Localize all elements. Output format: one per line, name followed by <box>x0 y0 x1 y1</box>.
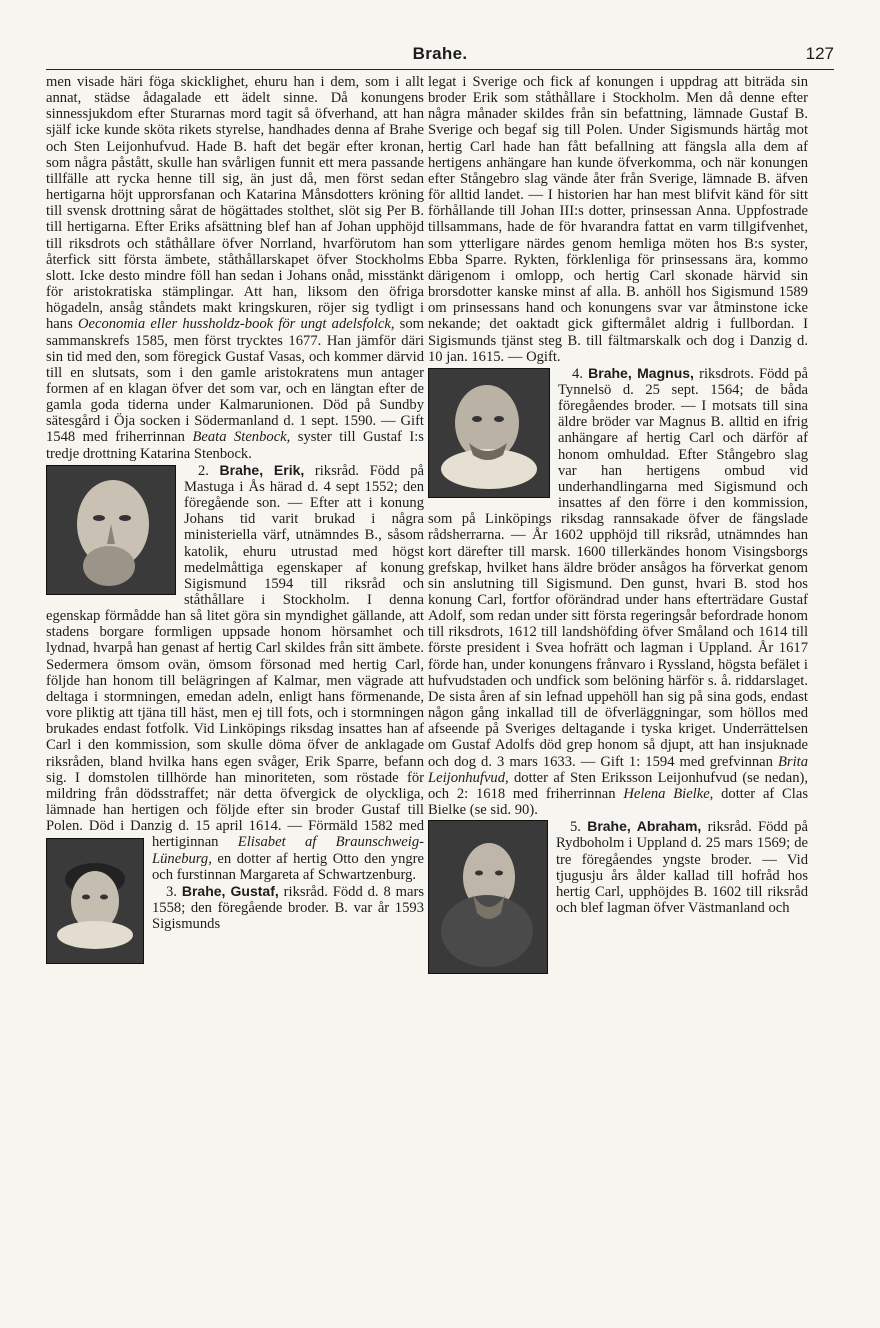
portrait-icon <box>47 839 143 963</box>
portrait-magnus <box>428 368 550 498</box>
portrait-icon <box>47 466 175 594</box>
entry-magnus: 4. Brahe, Magnus, riksdrots. Född på Tynnelsö d. 25 sept. 1564; de båda föregåendes broder. — I motsats till sina äldre bröder var Magnus B. alltid en ifrig anhängare af hertig Carl och därför af honom omhuldad. Efter Stångebro slag var han hertigens ombud vid underhandlingarna med Sigismund och insattes af den förre i den kommission, som på Linköpings riksdag rannsakade öfver de fängslade rådsherrarna. — År 1602 upphöjd till riksråd, utnämndes han kort därefter till marsk. 1600 tillerkändes honom Visingsborgs grefskap, hvilket hans äldre bröder ansågos ha förverkat genom sin anslutning till Sigismund. Den gunst, hvari B. stod hos konung Carl, fortfor oförändrad under hans efterträdare Gustaf Adolf, som redan under sitt första regeringsår befordrade honom till riksdrots, 1612 till landshöfding öfver Småland och 1614 till förste president i Svea hofrätt och lagman i Uppland. År 1617 förde han, under konungens frånvaro i Ryssland, högsta befälet i hufvudstaden och undfick som belöning härför s. å. riddarslaget. De sista åren af sin lefnad uppehöll han sig på sina gods, endast någon gång inkallad till de öfverläggningar, som höllos med afseende på Sveriges deltagande i tyska kriget. Underrättelsen om Gustaf Adolfs död grep honom så djupt, att han insjuknade och dog d. 3 mars 1633. — Gift 1: 1594 med grefvinnan Brita Leijonhufvud, dotter af Sten Eriksson Leijonhufvud (se nedan), och 2: 1618 med friherrinnan Helena Bielke, dotter af Clas Bielke (se sid. 90). <box>428 364 808 819</box>
entry-heading-gustaf: Brahe, Gustaf, <box>181 882 279 899</box>
portrait-icon <box>429 821 547 973</box>
elisabet-braunschweig: Elisabet af Braunschweig-Lüneburg, <box>152 834 424 867</box>
entry-heading-erik: Brahe, Erik, <box>219 461 305 478</box>
brita-leijonhufvud: Brita Leijonhufvud, <box>428 753 808 786</box>
entry-number: 3. <box>166 883 177 900</box>
header-rule <box>46 69 834 70</box>
left-column <box>46 74 424 966</box>
right-column <box>428 74 808 976</box>
oeconomia-title: Oeconomia eller hussholdz-book för ungt adelsfolck, <box>77 316 395 333</box>
gustaf-continuation: legat i Sverige och fick af konungen i uppdrag att biträda sin broder Erik som ståthållare i Stockholm. Men då denne efter några månader skildes från sin befattning, lämnade Gustaf B. Sverige och begaf sig till Polen. Under Sigismunds härtåg mot hertig Carl hade han fått befallning att fängsla alla dem af hertigens anhängare han kunde öfverkomma, och när konungen efter Stångebro slag vände åter från Sverige, lämnade B. äfven för alltid landet. — I historien har han mest blifvit känd för sitt förhållande till Johan III:s dotter, prinsessan Anna. Uppfostrade tillsammans, hade de för hvarandra fattat en varm tillgifvenhet, som ytterligare närdes genom hemliga möten hos B:s syster, Ebba Sparre. Rykten, förklenliga för prinsessans ära, kommo därigenom i omlopp, och hertig Carl skonade härvid sin brorsdotter kanske minst af alla. B. anhöll hos Sigismund 1589 om prinsessans hand och konungens svar var åtminstone icke nekande; det oaktadt gick giftermålet aldrig i fullbordan. I Sigismunds tjänst steg B. till fältmarskalk och dog i Danzig d. 10 jan. 1615. — Ogift. <box>428 74 808 365</box>
entry-heading-magnus: Brahe, Magnus, <box>588 364 694 381</box>
entry-gustaf: 3. Brahe, Gustaf, riksråd. Född d. 8 mars 1558; den föregående broder. B. var år 1593 Sigismunds <box>152 882 424 933</box>
entry-heading-abraham: Brahe, Abraham, <box>587 818 702 835</box>
per-brahe-continuation: men visade häri föga skicklighet, ehuru han i dem, som i allt annat, städse ådagalade ett ädelt sinne. Då konungens sinnessjukdom efter Sturarnas mord tagit så öfverhand, att han själf icke kunde sköta rikets styrelse, handhades denna af Brahe och Sten Leijonhufvud. Hade B. haft det begär efter kronan, som några påstått, skulle han svårligen funnit ett mera passande tillfälle att rycka henne till sig, än just då, men först sedan hertigarna höjt upprorsfanan och Katarina Månsdotters kröning till svensk drottning sårat de högättades stolthet, slöt sig Per B. till hertigarna. Efter Eriks afsättning blef han af Johan upphöjd till riksdrots och ståthållare öfver Norrland, hvarförutom han återfick sitt första ämbete, ståthållarskapet öfver Stockholms slott. Icke desto mindre föll han sedan i Johans onåd, misstänkt för aristokratiska stämplingar. Att han, liksom den öfriga högadeln, ansåg ståndets makt kringskuren, röjer sig tydligt i hans Oeconomia eller hussholdz-book för ungt adelsfolck, som sammanskrefs 1585, men först trycktes 1677. Han jämför däri sin tid med den, som föregick Gustaf Vasas, och kommer därvid till en slutsats, som i den gamle aristokratens mun antager formen af en klagan öfver det som var, och en längtan efter de gamla goda tiderna under Kalmarunionen. Död på Sundby sätesgård i Öja socken i Södermanland d. 1 sept. 1590. — Gift 1548 med friherrinnan Beata Stenbock, syster till Gustaf I:s tredje drottning Katarina Stenbock. <box>46 74 424 462</box>
page-header <box>46 40 834 66</box>
entry-number: 2. <box>198 462 209 479</box>
portrait-icon <box>429 369 549 497</box>
entry-number: 5. <box>570 819 581 836</box>
helena-bielke: Helena Bielke, <box>623 785 714 802</box>
beata-stenbock: Beata Stenbock, <box>192 429 291 446</box>
entry-number: 4. <box>572 365 583 382</box>
portrait-abraham <box>428 820 548 974</box>
entry-abraham: 5. Brahe, Abraham, riksråd. Född på Rydboholm i Uppland d. 25 mars 1569; de tre föregåendes yngste broder. — Vid tjugusju års ålder kallad till hofråd hos hertig Carl, upphöjdes B. 1602 till riksråd och blef lagman öfver Västmanland och <box>428 818 808 916</box>
portrait-gustaf <box>46 838 144 964</box>
running-head: Brahe. <box>412 44 468 63</box>
page-number: 127 <box>805 44 834 63</box>
entry-erik: 2. Brahe, Erik, riksråd. Född på Mastuga i Ås härad d. 4 sept 1552; den föregående son. — Efter att i konung Johans tid varit brukad i några ministeriella värf, utnämndes B., såsom katolik, ehuru utrustad med högst medelmåttiga egenskaper af konung Sigismund 1594 till riksråd och ståthållare i Stockholm. I denna egenskap förmådde han så litet göra sin myndighet gällande, att stadens borgare formligen uppsade honom hörsamhet och lydnad, hvarpå han genast af hertig Carl skildes från sitt ämbete. Sedermera ömsom ovän, ömsom försonad med hertig Carl, följde han honom till belägringen af Kalmar, men vägrade att deltaga i stormningen, emedan adeln, enligt hans förmenande, vore pliktig att tjäna till häst, men ej till fots, och i stormningen brukades endast fotfolk. Vid Linköpings riksdag insattes han af Carl i den kommission, som skulle döma öfver de anklagade riksråden, bland hvilka hans egen svåger, Erik Sparre, befann sig. I domstolen tillhörde han minoriteten, som röstade för mildring från dödsstraffet; när detta öfvergick de olyckliga, lämnade han hertigen och följde efter sin broder Gustaf till Polen. Död i Danzig d. 15 april 1614. — Förmäld 1582 med hertiginnan Elisabet af Braunschweig-Lüneburg, en dotter af hertig Otto den yngre och furstinnan Margareta af Schwartzenburg. <box>46 462 424 883</box>
portrait-erik <box>46 465 176 595</box>
